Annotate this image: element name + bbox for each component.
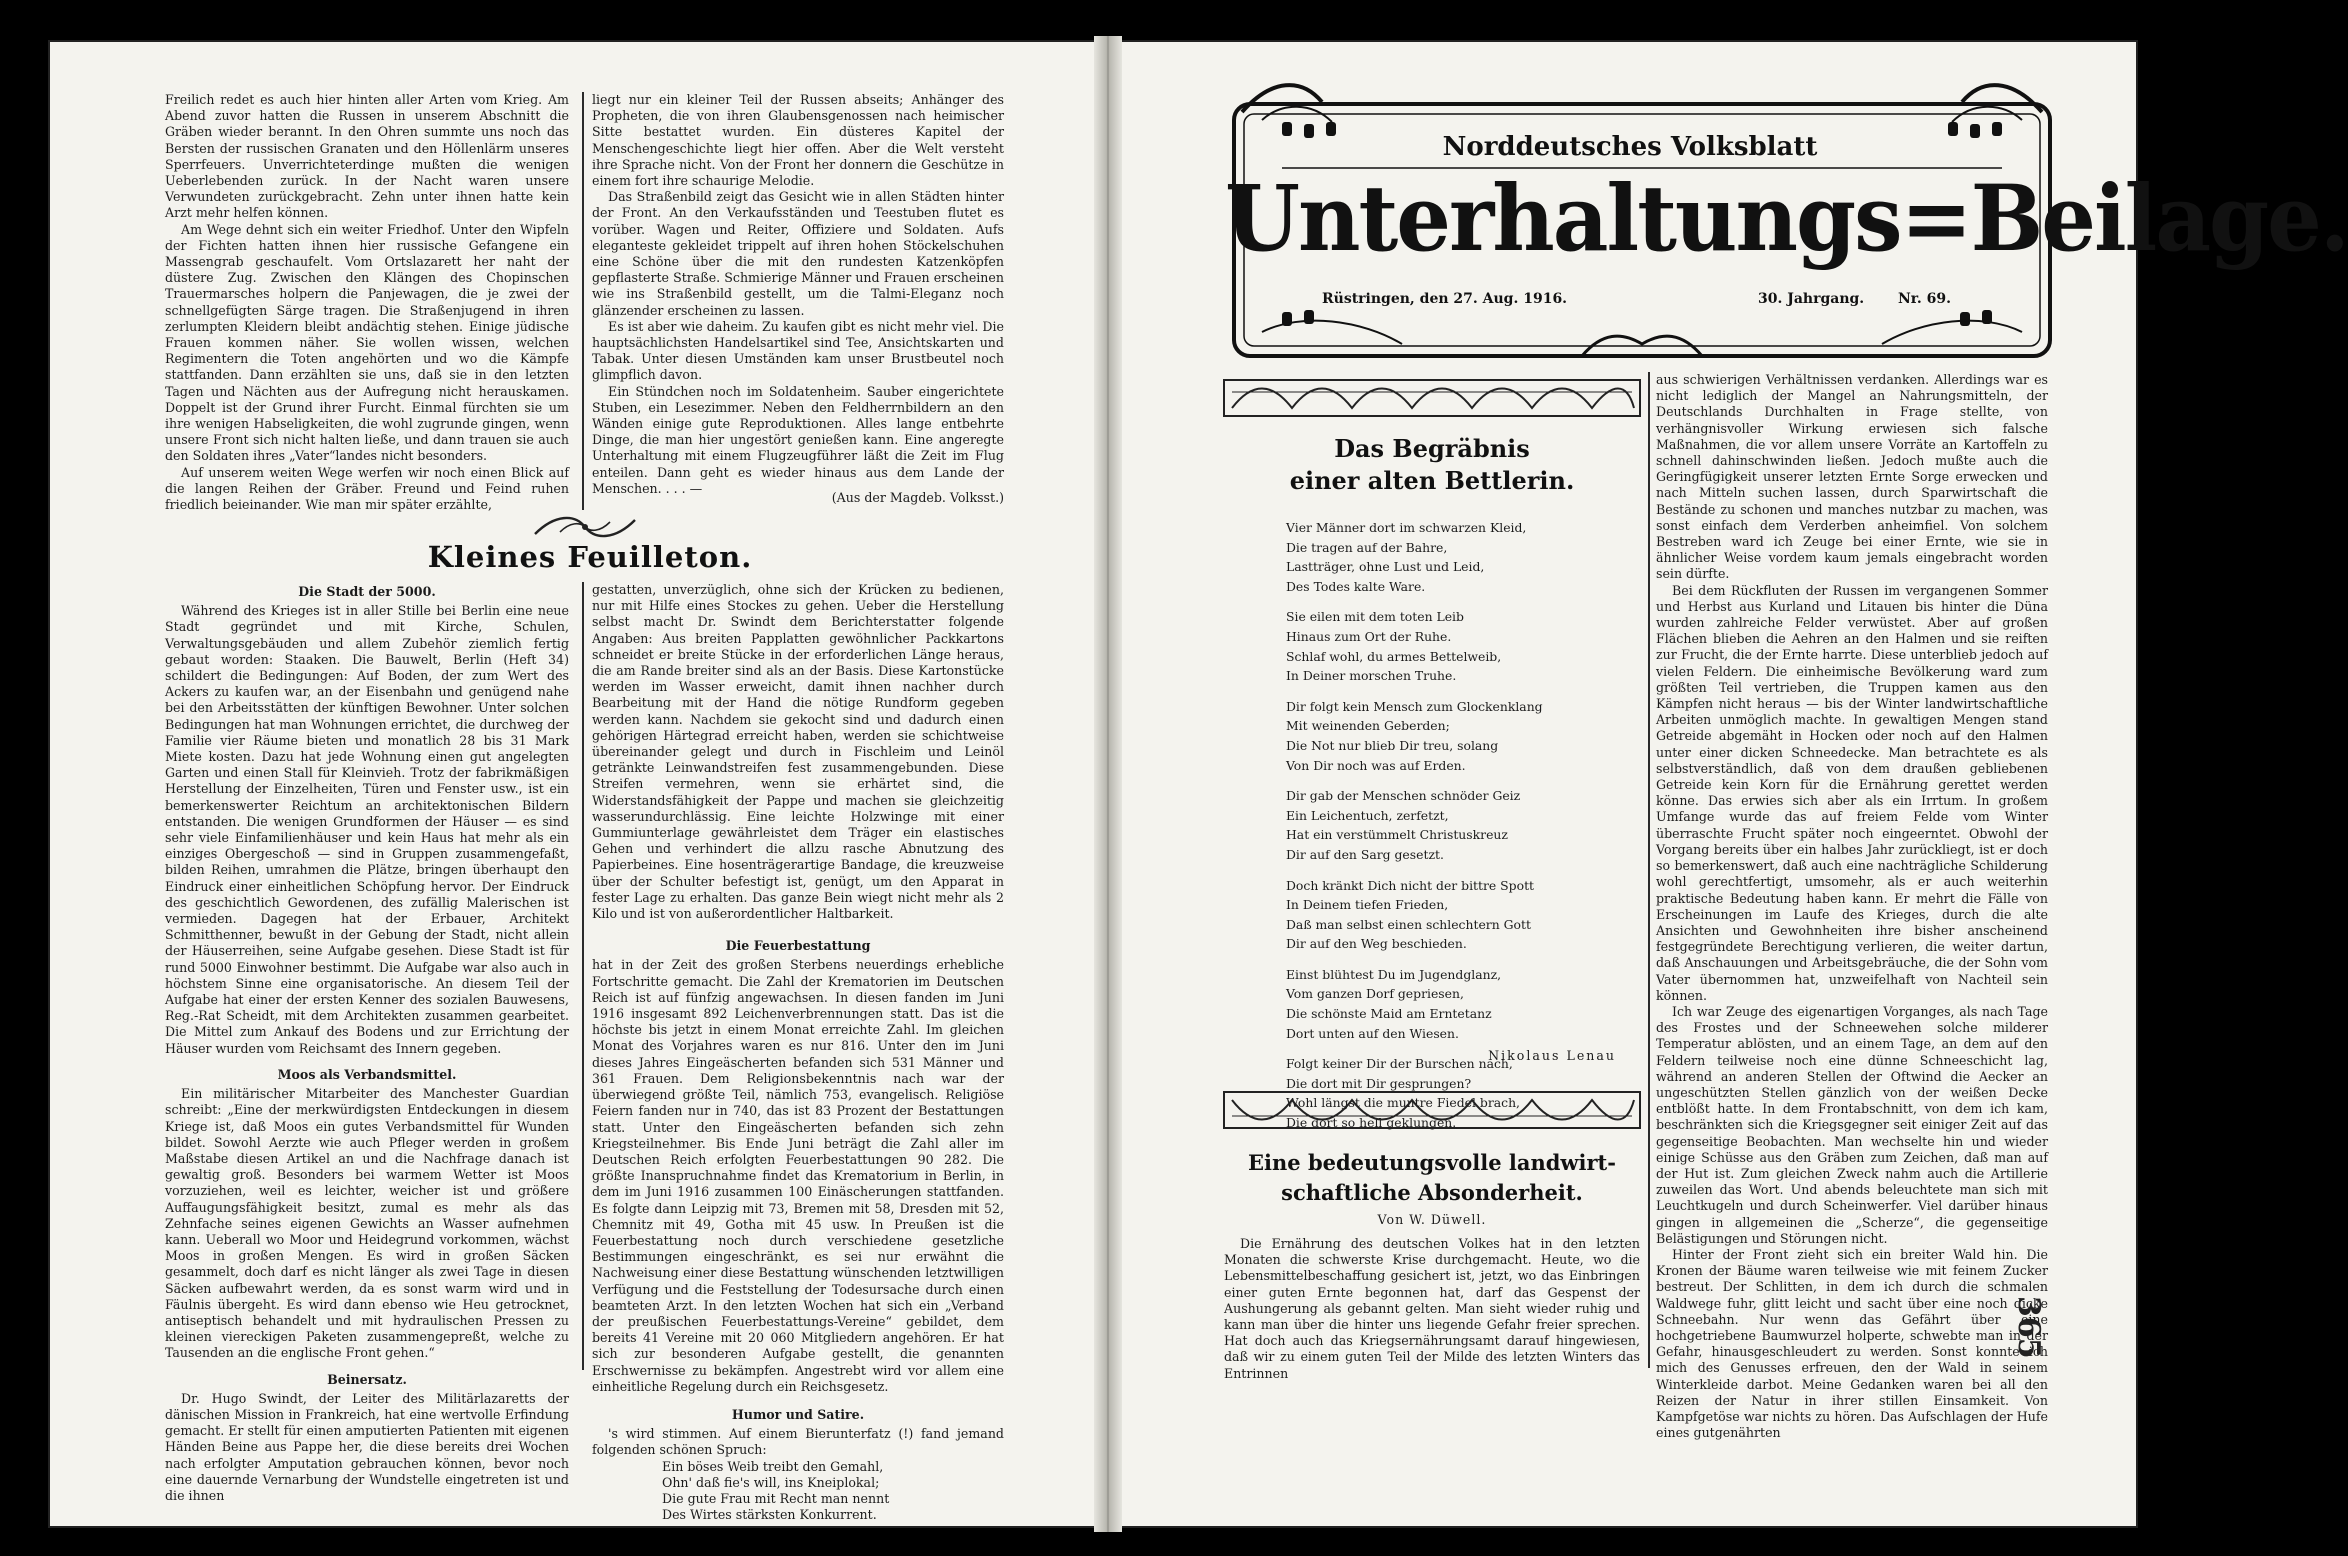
poem-line: Dir auf den Weg beschieden. — [1286, 936, 1467, 952]
article-title-line-2: schaftliche Absonderheit. — [1281, 1180, 1583, 1205]
paragraph: Ein Stündchen noch im Soldatenheim. Sauber eingerichtete Stuben, ein Lesezimmer. Neben den Feldherrnbildern an den Wänden einige gute Reproduktionen. Alles lange entbehrte Dinge, die man hier ungestört genießen kann. Eine angeregte Unterhaltung mit einem Flugzeugführer läßt die Zeit im Flug enteilen. Dann geht es wieder hinaus aus dem Lande der Menschen. . . . — — [592, 383, 1004, 496]
paragraph: hat in der Zeit des großen Sterbens neuerdings erhebliche Fortschritte gemacht. Die Zahl der Krematorien im Deutschen Reich ist auf fünfzig angewachsen. In diesen fanden im Juni 1916 insgesamt 892 Leichenverbrennungen statt. Das ist die höchste bis jetzt in einem Monat erreichte Zahl. Im gleichen Monat des Vorjahres waren es nur 816. Unter den im Juni dieses Jahres Eingeäscherten befanden sich 531 Männer und 361 Frauen. Dem Religionsbekenntnis nach war der überwiegend größte Teil, nämlich 753, evangelisch. Religiöse Feiern fanden nur in 740, das ist 83 Prozent der Bestattungen statt. Unter den Eingeäscherten befanden sich zehn Kriegsteilnehmer. Bis Ende Juni beträgt die Zahl aller im Deutschen Reich erfolgten Feuerbestattungen 90 282. Die größte Inanspruchnahme findet das Krematorium in Berlin, in dem im Juni 1916 zusammen 100 Einäscherungen stattfanden. Es folgte dann Leipzig mit 73, Bremen mit 58, Dresden mit 52, Chemnitz mit 49, Gotha mit 45 usw. In Preußen ist die Feuerbestattung noch durch verschiedene gesetzliche Bestimmungen eingeschränkt, es sei nur erwähnt die Nachweisung einer diese Bestattung wünschenden letztwilligen Verfügung und die Feststellung der Todesursache durch einen beamteten Arzt. In den letzten Wochen hat sich ein „Verband der preußischen Feuerbestattungs-Vereine“ gebildet, dem bereits 41 Vereine mit 20 060 Mitgliedern angehören. Er hat sich zur besonderen Aufgabe gestellt, die genannten Erschwernisse zu bekämpfen. Angestrebt wird vor allem eine einheitliche Regelung durch ein Reichsgesetz. — [592, 957, 1004, 1394]
article-byline: Von W. Düwell. — [1377, 1212, 1487, 1227]
feuilleton-column-1 — [165, 580, 569, 1503]
verse-line: Die gute Frau mit Recht man nennt — [662, 1490, 890, 1506]
poem-title-line-1: Das Begräbnis — [1334, 434, 1530, 463]
poem-stanza — [1286, 518, 1626, 596]
poem-line: Doch kränkt Dich nicht der bittre Spott — [1286, 877, 1535, 893]
section-title-humor: Humor und Satire. — [731, 1406, 865, 1422]
poem-line: Ein Leichentuch, zerfetzt, — [1286, 807, 1449, 823]
paragraph: aus schwierigen Verhältnissen verdanken. Allerdings war es nicht lediglich der Mangel an Nahrungsmitteln, der Deutschlands Durchhalten in Frage stellte, von verhängnisvoller Wirkung erwiesen sich falsche Maßnahmen, die vor allem unsere Vorräte an Kartoffeln zu schnell dahinschwinden ließen. Jedoch mußte auch die Geringfügigkeit unserer letzten Ernte Sorge erwecken und nach Mitteln suchen lassen, durch Sparwirtschaft die Bestände zu schonen und manches nutzbar zu machen, was sonst einfach dem Verderben anheimfiel. Von solchem Bestreben ward ich Zeuge bei einer Ernte, wie sie in ähnlicher Weise vordem kaum jemals eingebracht worden sein dürfte. — [1656, 372, 2048, 582]
poem-line: In Deiner morschen Truhe. — [1286, 668, 1457, 684]
poem-ornament-top — [1222, 378, 1642, 418]
paragraph: gestatten, unverzüglich, ohne sich der Krücken zu bedienen, nur mit Hilfe eines Stockes zu gehen. Ueber die Herstellung selbst macht Dr. Swindt dem Berichterstatter folgende Angaben: Aus breiten Papplatten gewöhnlicher Packkartons schneidet er breite Stücke in der erforderlichen Länge heraus, die am Rande breiter sind als an der Basis. Diese Kartonstücke werden im Wasser erweicht, damit ihnen nachher durch Bearbeitung mit der Hand die nötige Rundform gegeben werden kann. Nachdem sie gekocht sind und dadurch einen gehörigen Härtegrad erreicht haben, werden sie schichtweise übereinander gelegt und durch in Fischleim und Leinöl getränkte Leinwandstreifen fest zusammengebunden. Diese Streifen vermehren, wenn sie erhärtet sind, die Widerstandsfähigkeit der Pappe und machen sie gleichzeitig wasserundurchlässig. Eine leichte Holzwinge mit einer Gummiunterlage gewährleistet dem Träger ein elastisches Gehen und verhindert die allzu rasche Abnutzung des Papierbeines. Eine hosenträgerartige Bandage, die kreuzweise über der Schulter befestigt ist, genügt, um den Apparat in fester Lage zu erhalten. Das ganze Bein wiegt nicht mehr als 2 Kilo und ist von außerordentlicher Haltbarkeit. — [592, 582, 1004, 922]
poem-line: Daß man selbst einen schlechtern Gott — [1286, 916, 1531, 932]
section-title-stadt: Die Stadt der 5000. — [298, 584, 436, 599]
left-top-column-2 — [592, 92, 1004, 494]
poem-stanza — [1286, 876, 1626, 954]
poem-line: Die schönste Maid am Erntetanz — [1286, 1006, 1492, 1022]
poem-stanza — [1286, 965, 1626, 1043]
poem-ornament-bottom — [1222, 1090, 1642, 1130]
poem-line: Die Not nur blieb Dir treu, solang — [1286, 737, 1499, 753]
poem-line: Des Todes kalte Ware. — [1286, 578, 1426, 594]
poem-author: Nikolaus Lenau — [1488, 1048, 1616, 1063]
beinersatz-continued — [592, 582, 1004, 922]
column-rule — [582, 92, 584, 510]
article-byline-line — [1222, 1212, 1642, 1230]
poem-line: Dir folgt kein Mensch zum Glockenklang — [1286, 698, 1543, 714]
paragraph: liegt nur ein kleiner Teil der Russen abseits; Anhänger des Propheten, die von ihren Glaubensgenossen nach heimischer Sitte bestattet wurden. Ein düsteres Kapitel der Menschengeschichte liegt hier offen. Aber die Welt versteht ihre Sprache nicht. Von der Front her donnern die Geschütze in einem fort ihre schaurige Melodie. — [592, 92, 1004, 189]
poem-stanza — [1286, 697, 1626, 775]
paragraph: Freilich redet es auch hier hinten aller Arten vom Krieg. Am Abend zuvor hatten die Russen in unserem Abschnitt die Gräben wieder berannt. In den Ohren summte uns noch das Bersten der russischen Granaten und den Höllenlärm unseres Sperrfeuers. Unverrichteterdinge mußten die wenigen Ueberlebenden zurück. In der Nacht waren unsere Verwundeten zurückgebracht. Zehn unter ihnen hatte kein Arzt mehr helfen können. — [165, 92, 569, 221]
poem-line: In Deinem tiefen Frieden, — [1286, 897, 1449, 913]
humor-verse — [592, 1459, 1004, 1524]
section-title-moos: Moos als Verbandsmittel. — [277, 1066, 457, 1082]
source-credit: (Aus der Magdeb. Volksst.) — [831, 490, 1004, 505]
poem-line: Dort unten auf den Wiesen. — [1286, 1025, 1459, 1041]
page-number: 365 — [2011, 1296, 2046, 1359]
poem-line: Wohl längst die muntre Fiedel brach, — [1286, 1095, 1520, 1111]
poem-line: Dir gab der Menschen schnöder Geiz — [1286, 788, 1521, 804]
paragraph: Hinter der Front zieht sich ein breiter Wald hin. Die Kronen der Bäume waren teilweise wie mit feinem Zucker bestreut. Der Schlitten, in dem ich durch die schmalen Waldwege fuhr, glitt leicht und sacht über eine noch dicke Schneebahn. Nur wenn das Gefährt über eine hochgetriebene Baumwurzel holperte, schwebte man in der Gefahr, hinausgeschleudert zu werden. Sonst konnte ich mich des Genusses erfreuen, den der Wald in seinem Winterkleide darbot. Meine Gedanken waren bei all den Reizen der Natur in ihrer stillen Einsamkeit. Von Kampfgetöse war nichts zu hören. Das Aufschlagen der Hufe eines gutgenährten — [1656, 1246, 2048, 1441]
paragraph: Bei dem Rückfluten der Russen im vergangenen Sommer und Herbst aus Kurland und Litauen bis hinter die Düna wurden zahlreiche Felder verwüstet. Aber auf großen Flächen blieben die Aehren an den Halmen und sie reiften zur Frucht, die der Ernte harrte. Diese unterblieb jedoch auf vielen Feldern. Die einheimische Bevölkerung ward zum größten Teil vertrieben, die Truppen kamen aus den Kämpfen nicht heraus — bis der Winter landwirtschaftliche Arbeiten unmöglich machte. In gewaltigen Mengen stand Getreide abgemäht in Hocken oder noch auf den Halmen unter einer dicken Schneedecke. Man betrachtete es als selbstverständlich, daß von dem draußen gebliebenen Getreide kein Korn für die Ernährung gerettet werden könne. Das erwies sich aber als ein Irrtum. In großem Umfange wurde das auf freiem Felde vom Winter überraschte Frucht später noch eingeerntet. Obwohl der Vorgang bereits über ein halbes Jahr zurückliegt, ist er doch so bemerkenswert, daß auch eine nachträgliche Schilderung wohl gerechtfertigt, umsomehr, als er auch weiterhin praktische Bedeutung haben kann. Er mehrt die Fälle von Erscheinungen im Laufe des Krieges, durch die alte Ansichten und Gewohnheiten ihre bisher anscheinend festgegründete Berechtigung verlieren, die weiter dartun, daß Anschauungen und Arbeitsgebräuche, die der Sohn vom Vater übernommen hat, unzweifelhaft von Nachteil sein können. — [1656, 582, 2048, 1003]
masthead-place-date: Rüstringen, den 27. Aug. 1916. — [1322, 291, 1568, 307]
paragraph: Auf unserem weiten Wege werfen wir noch einen Blick auf die langen Reihen der Gräber. Freund und Feind ruhen friedlich beieinander. Wie man mir später erzählte, — [165, 464, 569, 513]
left-top-source-line — [592, 490, 1004, 508]
section-title-feuerbestattung: Die Feuerbestattung — [725, 938, 871, 954]
paragraph: Es ist aber wie daheim. Zu kaufen gibt es nicht mehr viel. Die hauptsächlichsten Handelsartikel sind Tee, Ansichtskarten und Tabak. Unter diesen Umständen kam unser Brustbeutel noch glimpflich davon. — [592, 318, 1004, 383]
feuilleton-column-2 — [592, 582, 1004, 1523]
masthead-number: Nr. 69. — [1898, 291, 1951, 307]
book-gutter — [1094, 36, 1122, 1532]
left-top-column-1 — [165, 92, 569, 513]
paragraph: Die Ernährung des deutschen Volkes hat in den letzten Monaten die schwerste Krise durchgemacht. Heute, wo die Lebensmittelbeschaffung gesichert ist, jetzt, wo das Einbringen einer guten Ernte begonnen hat, darf das Gespenst der Aushungerung als gebannt gelten. Man sieht wieder ruhig und kann man über die hinter uns liegende Gefahr freier sprechen. Hat doch auch das Kriegsernährungsamt darauf hingewiesen, daß wir zu einem guten Teil der Milde des letzten Winters das Entrinnen — [1224, 1236, 1640, 1381]
paragraph: Während des Krieges ist in aller Stille bei Berlin eine neue Stadt gegründet und mit Kirche, Schulen, Verwaltungsgebäuden und allem Zubehör ziemlich fertig gebaut worden: Staaken. Die Bauwelt, Berlin (Heft 34) schildert die Bedingungen: Auf Boden, der zum Wert des Ackers zu kaufen war, an der Eisenbahn und genügend nahe bei den Arbeitsstätten der künftigen Bewohner. Unter solchen Bedingungen hat man Wohnungen errichtet, die durchweg der Familie vier Räume bieten und monatlich 28 bis 31 Mark Miete kosten. Dazu hat jede Wohnung einen gut angelegten Garten und einen Stall für Kleinvieh. Trotz der fabrikmäßigen Herstellung der Einzelheiten, Türen und Fenster usw., ist ein bemerkenswerter Reichtum an architektonischen Bildern entstanden. Die wenigen Grundformen der Häuser — es sind sehr viele Einfamilienhäuser und kein Haus hat mehr als ein einziges Obergeschoß — sind in Gruppen zusammengefaßt, bilden Reihen, umrahmen die Plätze, bringen überhaupt den Eindruck einer einheitlichen Schöpfung hervor. Der Eindruck des geschichtlich Gewordenen, des zufällig Malerischen ist vermieden. Dagegen hat der Erbauer, Architekt Schmitthenner, bewußt in der Gebung der Stadt, nicht allein der Häuserreihen, seine Aufgabe gesehen. Diese Stadt ist für rund 5000 Einwohner bestimmt. Die Aufgabe war also auch in höchstem Sinne eine organisatorische. An diesem Teil der Aufgabe hat einer der ersten Kenner des sozialen Bauwesens, Reg.-Rat Scheidt, mit dem Architekten zusammen gearbeitet. Die Mittel zum Ankauf des Bodens und zur Errichtung der Häuser wurden vom Reichsamt des Innern gegeben. — [165, 603, 569, 1056]
masthead-title: Unterhaltungs=Beilage. — [1225, 164, 2348, 273]
poem-line: Lastträger, ohne Lust und Leid, — [1286, 559, 1485, 575]
poem-line: Vom ganzen Dorf gepriesen, — [1286, 986, 1464, 1002]
poem-line: Mit weinenden Geberden; — [1286, 718, 1450, 734]
verse-line: Des Wirtes stärksten Konkurrent. — [662, 1507, 877, 1523]
paragraph: Ich war Zeuge des eigenartigen Vorganges, als nach Tage des Frostes und der Schneewehen solche milderer Temperatur ablösten, und an einem Tage, an dem auf den Feldern teilweise noch eine dünne Schneeschicht lag, während an anderen Stellen der Oftwind die Aecker an ungeschützten Stellen gänzlich von der weißen Decke entblößt hatte. In dem Frontabschnitt, von dem ich kam, beschränkten sich die Kriegsgegner seit einiger Zeit auf das gegenseitige Beobachten. Man wechselte hin und wieder einige Schüsse aus den Gräben zum Zeichen, daß man auf der Hut ist. Zum gleichen Zweck nahm auch die Artillerie zuweilen das Wort. Und abends beleuchtete man sich mit Leuchtkugeln und durch Scheinwerfer. Viel darüber hinaus gingen in allgemeinen die „Scherze“, die gegenseitige Belästigungen und Störungen nicht. — [1656, 1003, 2048, 1246]
article-column-b — [1656, 372, 2048, 1441]
masthead-publication: Norddeutsches Volksblatt — [1442, 132, 1818, 162]
poem-line: Vier Männer dort im schwarzen Kleid, — [1286, 520, 1527, 535]
column-rule — [582, 582, 584, 1370]
poem-line: Hinaus zum Ort der Ruhe. — [1286, 628, 1452, 644]
article-column-a — [1224, 1236, 1640, 1381]
paragraph: Dr. Hugo Swindt, der Leiter des Militärlazaretts der dänischen Mission in Frankreich, hat eine wertvolle Erfindung gemacht. Er stellt für einen amputierten Patienten mit eigenen Händen Beine aus Pappe her, die diese bereits drei Wochen nach erfolgter Amputation gebrauchen können, bevor noch eine dauernde Vernarbung der Wundstelle eingetreten ist und die ihnen — [165, 1390, 569, 1503]
humor-intro: 's wird stimmen. Auf einem Bierunterfatz (!) fand jemand folgenden schönen Spruch: — [592, 1426, 1004, 1458]
verse-line: Ohn' daß fie's will, ins Kneiplokal; — [662, 1474, 880, 1490]
paragraph: Ein militärischer Mitarbeiter des Manchester Guardian schreibt: „Eine der merkwürdigsten Entdeckungen in diesem Kriege ist, daß Moos ein gutes Verbandsmittel für Wunden bildet. Sowohl Aerzte wie auch Pfleger werden in großem Maßstabe diesen Artikel an und die Nachfrage danach ist gewaltig groß. Besonders bei warmem Wetter ist Moos vorzuziehen, weil es leichter, weicher ist und größere Auffaugungsfähigkeit besitzt, zumal es mehr als das Zehnfache seines eigenen Gewichts an Wasser aufnehmen kann. Ueberall wo Moor und Heidegrund vorkommen, wächst Moos in großen Mengen. Es wird in großen Säcken gesammelt, doch darf es nicht länger als zwei Tage in diesen Säcken aufbewahrt werden, da es sonst warm wird und in Fäulnis übergeht. Es wird dann ebenso wie Heu getrocknet, antiseptisch behandelt und mit hydraulischen Pressen zu kleinen viereckigen Paketen zusammengepreßt, welche zu Tausenden an die englische Front gehen.“ — [165, 1086, 569, 1361]
poem-line: Folgt keiner Dir der Burschen nach, — [1286, 1056, 1513, 1072]
section-beinersatz-body — [165, 1391, 569, 1504]
section-feuerbestattung-body — [592, 957, 1004, 1394]
poem-title-line-2: einer alten Bettlerin. — [1289, 466, 1575, 495]
section-moos-body — [165, 1086, 569, 1361]
poem-line: Einst blühtest Du im Jugendglanz, — [1286, 966, 1502, 982]
section-title-beinersatz: Beinersatz. — [327, 1371, 407, 1387]
verse-line: Ein böses Weib treibt den Gemahl, — [662, 1458, 884, 1474]
poem-line: Hat ein verstümmelt Christuskreuz — [1286, 827, 1508, 843]
section-stadt-body — [165, 603, 569, 1057]
poem-line: Sie eilen mit dem toten Leib — [1286, 609, 1464, 625]
masthead-volume: 30. Jahrgang. — [1758, 291, 1865, 307]
feuilleton-heading: Kleines Feuilleton. — [427, 540, 753, 574]
poem-author-line — [1286, 1048, 1616, 1068]
poem-line: Die tragen auf der Bahre, — [1286, 539, 1448, 555]
poem-line: Schlaf wohl, du armes Bettelweib, — [1286, 648, 1502, 664]
poem-line: Von Dir noch was auf Erden. — [1286, 757, 1466, 773]
paragraph: Das Straßenbild zeigt das Gesicht wie in allen Städten hinter der Front. An den Verkaufsständen und Teestuben flutet es vorüber. Wagen und Reiter, Offiziere und Soldaten. Aufs eleganteste gekleidet trippelt auf ihren hohen Stöckelschuhen eine Schöne über die mit den rundesten Katzenköpfen gepflasterte Straße. Schmierige Männer und Frauen erscheinen wie ins Straßenbild gestellt, um die Talmi-Eleganz noch glänzender erscheinen zu lassen. — [592, 189, 1004, 318]
poem-stanza — [1286, 786, 1626, 864]
poem-line: Die dort so hell geklungen. — [1286, 1115, 1457, 1131]
paragraph: Am Wege dehnt sich ein weiter Friedhof. Unter den Wipfeln der Fichten hatten ihnen hier russische Gefangene ein Massengrab geschaufelt. Vom Ortslazarett her naht der düstere Zug. Zwischen den Klängen des Chopinschen Trauermarsches holpern die Panjewagen, die je zwei der schnellgefügten Särge tragen. Die Straßenjugend in ihren zerlumpten Kleidern bleibt andächtig stehen. Einige jüdische Frauen kommen näher. Sie wollen wissen, welchen Regimentern die Toten angehörten und wo die Kämpfe stattfanden. Dann erzählten sie uns, daß sie in den letzten Tagen und Nächten aus der Aufregung nicht herauskamen. Doppelt ist der Grund ihrer Furcht. Einmal fürchten sie um ihre wenigen Habseligkeiten, die wohl zugrunde gingen, wenn unsere Front sich nicht halten ließe, und dann trauen sie auch den Soldaten ihres „Vater“landes nicht besonders. — [165, 221, 569, 464]
poem-line: Dir auf den Sarg gesetzt. — [1286, 846, 1444, 862]
column-rule — [1648, 372, 1650, 1368]
article-title-line-1: Eine bedeutungsvolle landwirt- — [1248, 1150, 1616, 1175]
poem-line: Die dort mit Dir gesprungen? — [1286, 1075, 1472, 1091]
poem-stanza — [1286, 607, 1626, 685]
divider-ornament — [530, 512, 640, 542]
